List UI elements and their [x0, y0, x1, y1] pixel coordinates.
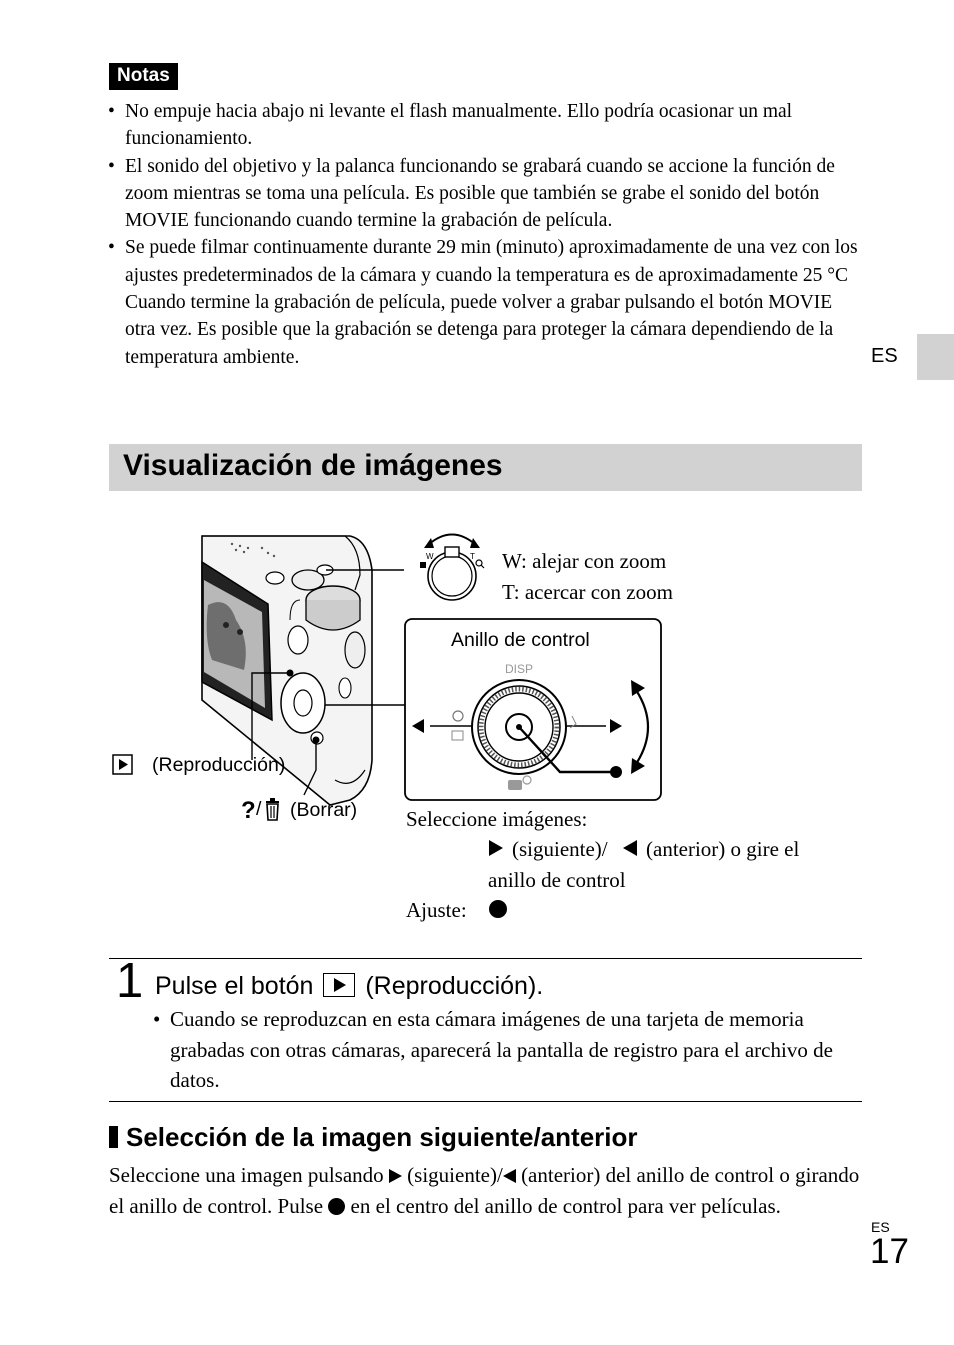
center-button-icon [328, 1198, 345, 1215]
zoom-t-mark: T [470, 552, 475, 561]
step-title-before: Pulse el botón [155, 972, 314, 1000]
prev-arrow-icon [623, 840, 637, 856]
step-title [155, 970, 543, 1002]
step-number: 1 [116, 954, 144, 1008]
trash-icon [266, 798, 279, 820]
select-label: Seleccione imágenes: [406, 807, 588, 831]
select-next-text: (siguiente)/ [512, 837, 608, 861]
page-number: 17 [870, 1232, 909, 1271]
side-language-label: ES [871, 345, 898, 367]
zoom-lever-icon [420, 535, 484, 601]
step-bottom-rule [109, 1101, 862, 1102]
ajuste-label: Ajuste: [406, 898, 467, 922]
prev-arrow-icon [503, 1169, 516, 1183]
section-title: Visualización de imágenes [123, 449, 503, 482]
disp-label: DISP [505, 662, 534, 676]
delete-question-mark: ? [241, 797, 256, 824]
step-bullet: • Cuando se reproduzcan en esta cámara imágenes de una tarjeta de memoria grabadas con otras cámaras, aparecerá la pantalla de registro para el archivo de datos. [153, 1004, 875, 1096]
subsection-title-text: Selección de la imagen siguiente/anterior [126, 1122, 638, 1152]
control-ring-title: Anillo de control [451, 629, 590, 651]
zoom-w-mark: W [426, 552, 434, 561]
para-part-2: (siguiente)/ [407, 1163, 503, 1187]
center-button-icon [489, 900, 507, 918]
zoom-t-label: T: acercar con zoom [502, 580, 673, 604]
note-text: No empuje hacia abajo ni levante el flash manualmente. Ello podría ocasionar un mal funcionamiento. [125, 101, 793, 150]
subsection-title [109, 1122, 638, 1153]
para-part-3: (anterior) del anillo de control o girando el anillo de control. Pulse [109, 1163, 860, 1218]
step-top-rule [109, 958, 862, 959]
subsection-marker-icon [109, 1126, 118, 1148]
note-continuation: Cuando termine la grabación de película, puede volver a grabar pulsando el botón MOVIE otra vez. Es posible que la grabación se detenga para proteger la cámara dependiendo de la temperatura ambiente. [125, 292, 834, 368]
step-title-after: (Reproducción). [365, 972, 544, 1000]
footer-language: ES [871, 1219, 890, 1235]
zoom-w-label: W: alejar con zoom [502, 549, 667, 573]
delete-slash: / [256, 798, 262, 820]
playback-button-icon [323, 973, 355, 997]
note-text: Se puede filmar continuamente durante 29 min (minuto) aproximadamente de una vez con los ajustes predeterminados de la cámara y cuando la temperatura es de aproximadamente 25 °C [125, 237, 858, 286]
subsection-paragraph [109, 1160, 864, 1222]
next-arrow-icon [489, 840, 503, 856]
para-part-1: Seleccione una imagen pulsando [109, 1163, 384, 1187]
select-prev-text: (anterior) o gire el [646, 837, 800, 861]
next-arrow-icon [389, 1169, 402, 1183]
select-ring-text: anillo de control [488, 868, 626, 892]
playback-label: (Reproducción) [152, 754, 286, 776]
delete-label: (Borrar) [290, 799, 358, 821]
para-part-4: en el centro del anillo de control para ver películas. [350, 1194, 781, 1218]
note-text: El sonido del objetivo y la palanca funcionando se grabará cuando se accione la función de zoom mientras se toma una película. Es posible que también se grabe el sonido del botón MOVIE funcionando cuando termine la grabación de película. [125, 155, 835, 232]
notes-tag: Notas [109, 63, 178, 90]
